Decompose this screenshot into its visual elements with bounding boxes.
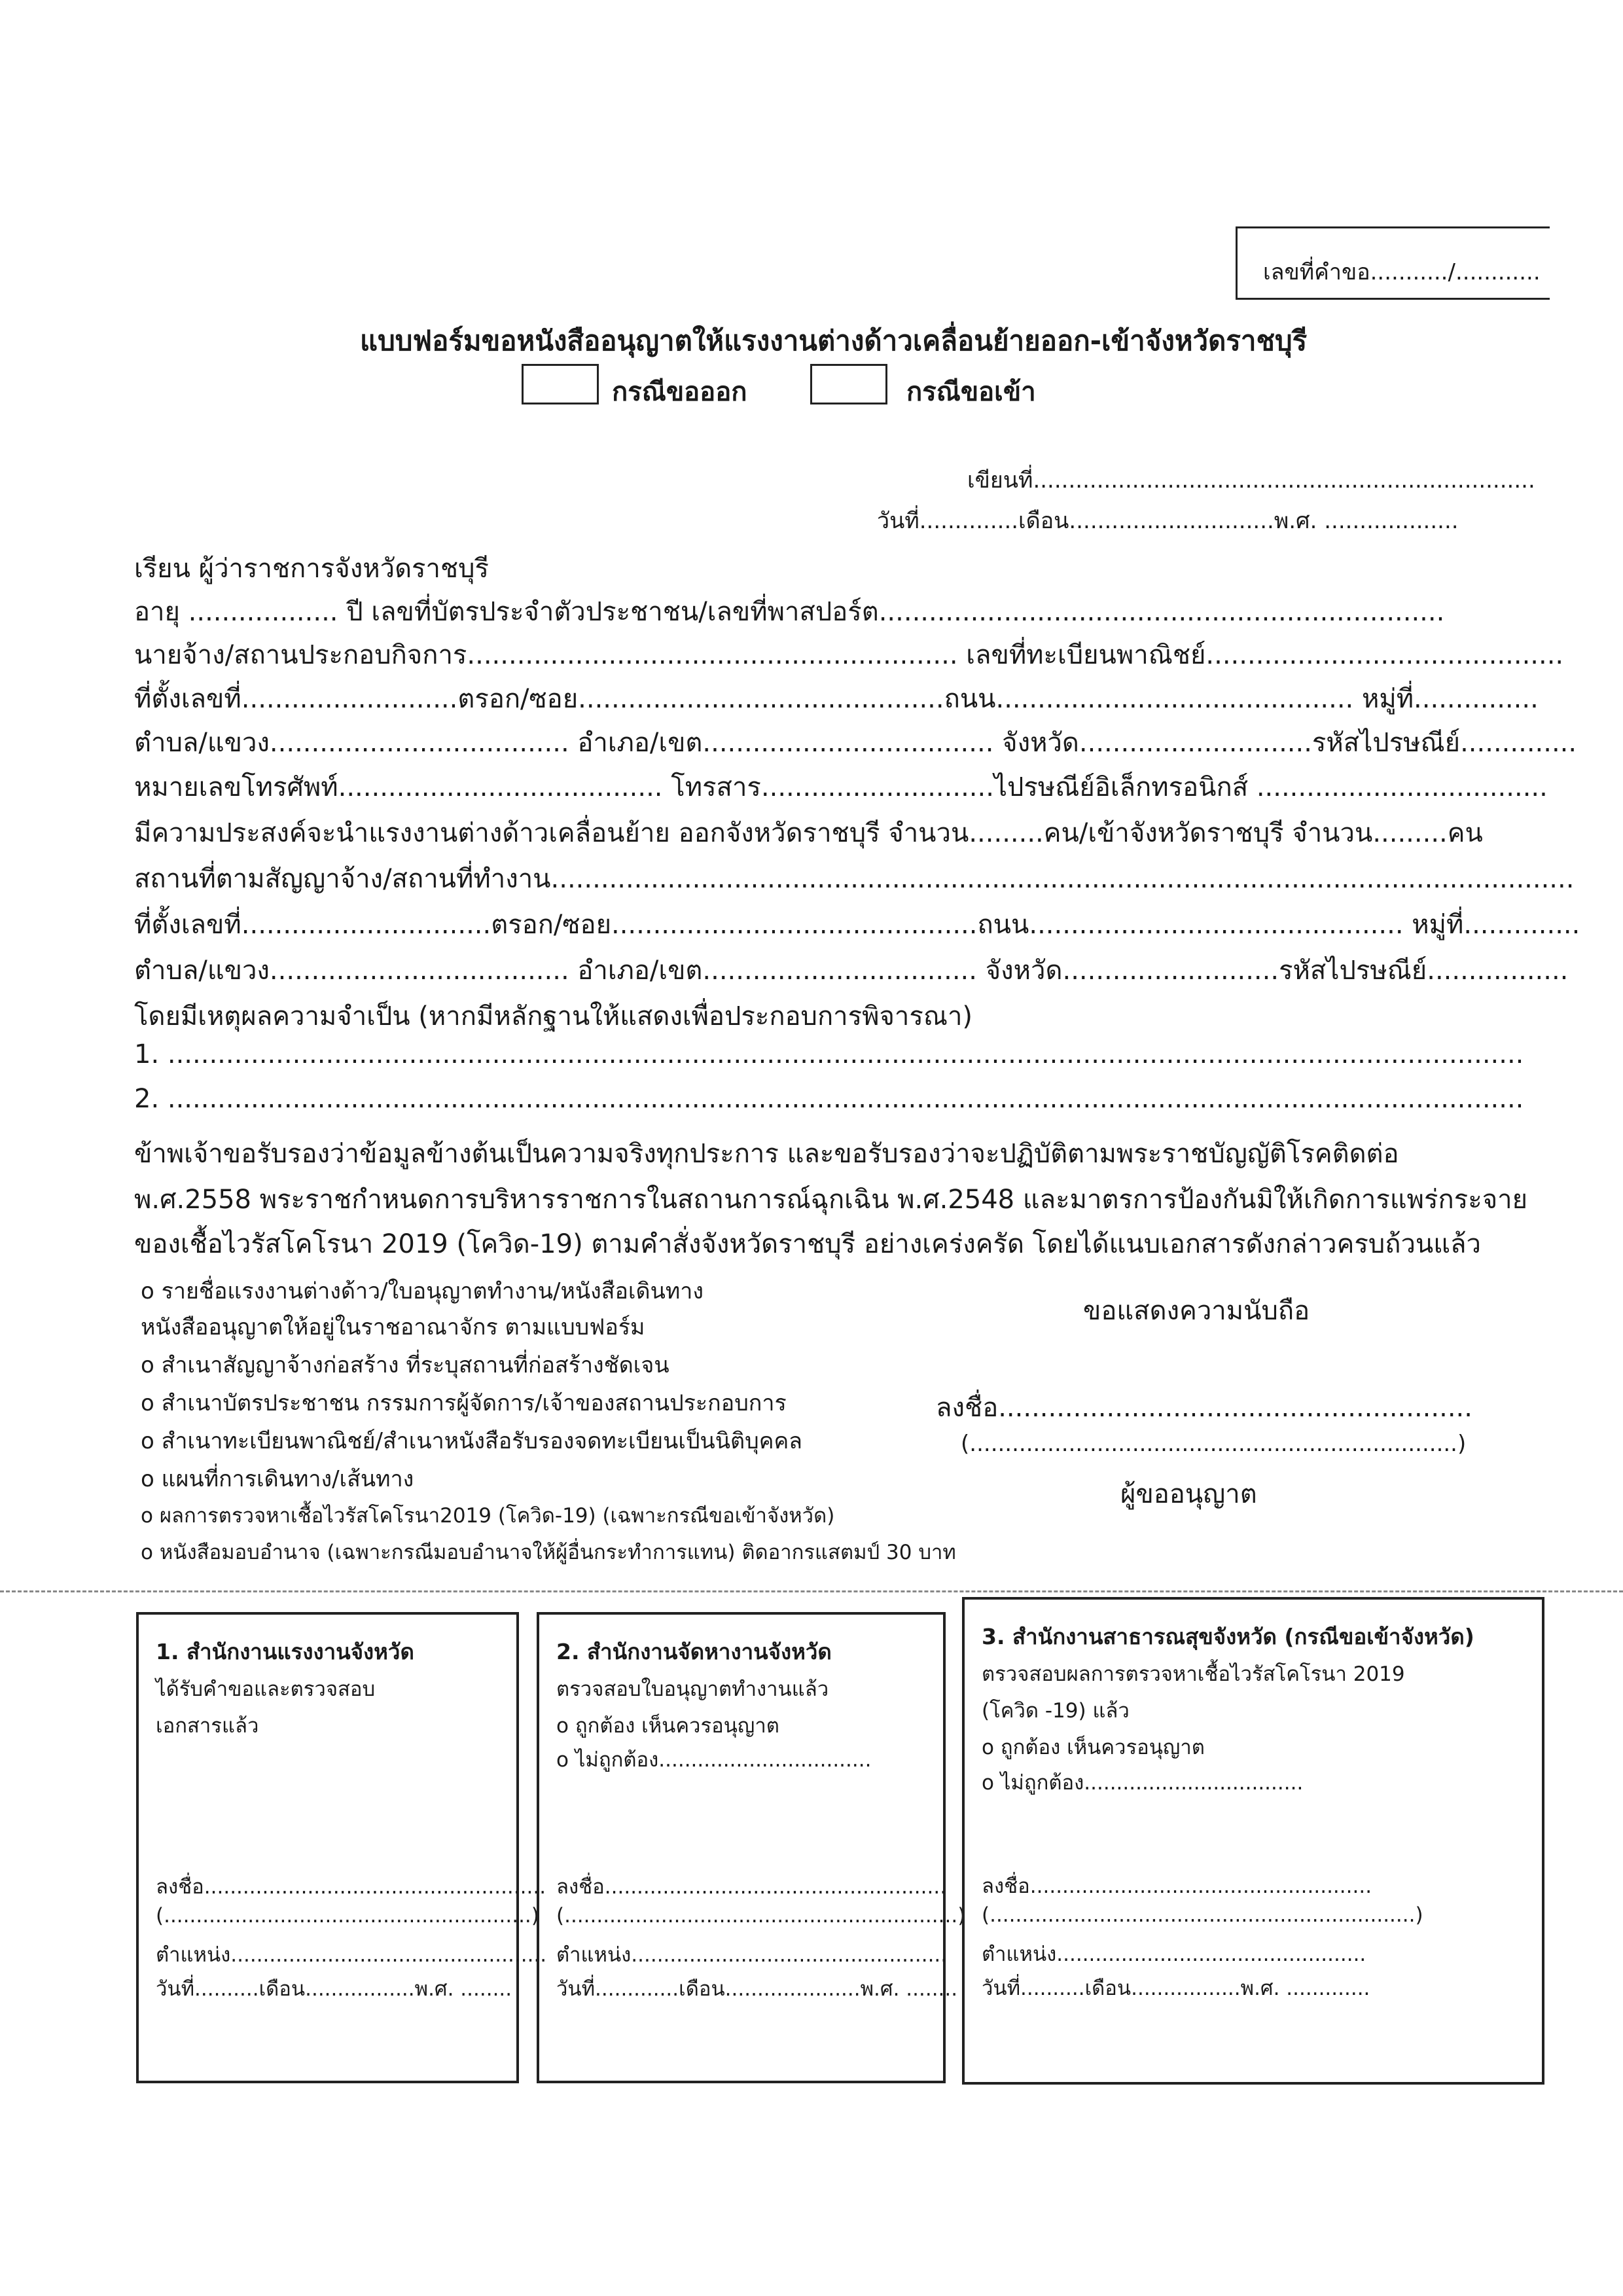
form-line-district[interactable]: ตำบล/แขวง.................................... อำเภอ/เขต................................... จังหวัด............................รหัสไปรษณีย์.............. [134, 728, 1577, 758]
attachment-id-card[interactable]: o สำเนาบัตรประชาชน กรรมการผู้จัดการ/เจ้าของสถานประกอบการ [141, 1390, 787, 1416]
panel3-line: (โควิด -19) แล้ว [982, 1699, 1130, 1723]
certify-line-3: ของเชื้อไวรัสโคโรนา 2019 (โควิด-19) ตามคำสั่งจังหวัดราชบุรี อย่างเคร่งครัด โดยได้แนบเอกสารดังกล่าวครบถ้วนแล้ว [134, 1229, 1482, 1259]
case-in-checkbox[interactable] [810, 364, 887, 404]
panel1-line: ได้รับคำขอและตรวจสอบ [156, 1677, 376, 1701]
form-line-address[interactable]: ที่ตั้งเลขที่..........................ตรอก/ซอย............................................ถนน........................................... หมู่ที่............... [134, 684, 1539, 714]
case-in-label: กรณีขอเข้า [906, 377, 1036, 407]
applicant-name[interactable]: (.....................................................................) [961, 1431, 1467, 1457]
form-title: แบบฟอร์มขอหนังสืออนุญาตให้แรงงานต่างด้าวเคลื่อนย้ายออก-เข้าจังหวัดราชบุรี [360, 325, 1308, 357]
panel2-date[interactable]: วันที่.............เดือน.....................พ.ศ. ........ [556, 1977, 958, 2001]
form-line-purpose[interactable]: มีความประสงค์จะนำแรงงานต่างด้าวเคลื่อนย้าย ออกจังหวัดราชบุรี จำนวน.........คน/เข้าจังหวัดราชบุรี จำนวน.........คน [134, 818, 1483, 848]
panel2-position[interactable]: ตำแหน่ง................................................. [556, 1943, 948, 1967]
panel2-signature[interactable]: ลงชื่อ..................................................... [556, 1875, 947, 1899]
panel3-reject-option[interactable]: o ไม่ถูกต้อง.................................. [982, 1771, 1304, 1795]
panel3-signature[interactable]: ลงชื่อ..................................................... [982, 1874, 1372, 1898]
form-line-reason-2[interactable]: 2. ................................................................................................................................................................... [134, 1084, 1524, 1114]
case-out-checkbox[interactable] [522, 364, 599, 404]
form-line-reason-1[interactable]: 1. ................................................................................................................................................................... [134, 1039, 1524, 1069]
panel2-title: 2. สำนักงานจัดหางานจังหวัด [556, 1639, 832, 1664]
applicant-role: ผู้ขออนุญาต [1120, 1479, 1257, 1509]
panel1-line: เอกสารแล้ว [156, 1714, 259, 1738]
attachment-registration[interactable]: o สำเนาทะเบียนพาณิชย์/สำเนาหนังสือรับรองจดทะเบียนเป็นนิติบุคคล [141, 1428, 803, 1454]
section-divider [0, 1590, 1623, 1592]
salutation: เรียน ผู้ว่าราชการจังหวัดราชบุรี [134, 554, 490, 584]
panel3-line: ตรวจสอบผลการตรวจหาเชื้อไวรัสโคโรนา 2019 [982, 1662, 1405, 1686]
form-line-reason-heading: โดยมีเหตุผลความจำเป็น (หากมีหลักฐานให้แสดงเพื่อประกอบการพิจารณา) [134, 1001, 973, 1031]
labour-office-panel [136, 1612, 547, 2083]
form-line-employer[interactable]: นายจ้าง/สถานประกอบกิจการ........................................................... เลขที่ทะเบียนพาณิชย์........................................... [134, 640, 1564, 670]
respect-text: ขอแสดงความนับถือ [1083, 1296, 1310, 1326]
employment-office-panel [537, 1612, 966, 2083]
form-line-workplace[interactable]: สถานที่ตามสัญญาจ้าง/สถานที่ทำงาน........................................................................................................................... [134, 864, 1575, 894]
panel3-position[interactable]: ตำแหน่ง................................................ [982, 1943, 1366, 1966]
case-out-label: กรณีขอออก [612, 377, 747, 407]
attachment-permit-text: หนังสืออนุญาตให้อยู่ในราชอาณาจักร ตามแบบฟอร์ม [141, 1314, 645, 1340]
certify-line-2: พ.ศ.2558 พระราชกำหนดการบริหารราชการในสถานการณ์ฉุกเฉิน พ.ศ.2548 และมาตรการป้องกันมิให้เกิดการแพร่กระจาย [134, 1185, 1528, 1215]
attachment-covid-test[interactable]: o ผลการตรวจหาเชื้อไวรัสโคโรนา2019 (โควิด-19) (เฉพาะกรณีขอเข้าจังหวัด) [141, 1504, 835, 1528]
form-line-contact[interactable]: หมายเลขโทรศัพท์....................................... โทรสาร............................ไปรษณีย์อิเล็กทรอนิกส์ ................................... [134, 772, 1548, 802]
panel2-line: ตรวจสอบใบอนุญาตทำงานแล้ว [556, 1677, 829, 1701]
panel2-approve-option[interactable]: o ถูกต้อง เห็นควรอนุญาต [556, 1714, 779, 1738]
panel1-title: 1. สำนักงานแรงงานจังหวัด [156, 1639, 414, 1664]
attachment-route-map[interactable]: o แผนที่การเดินทาง/เส้นทาง [141, 1466, 414, 1492]
form-line-age[interactable]: อายุ .................. ปี เลขที่บัตรประจำตัวประชาชน/เลขที่พาสปอร์ต.................................................................... [134, 597, 1445, 627]
panel1-position[interactable]: ตำแหน่ง................................................. [156, 1943, 547, 1967]
panel1-signature[interactable]: ลงชื่อ..................................................... [156, 1875, 546, 1899]
panel3-approve-option[interactable]: o ถูกต้อง เห็นควรอนุญาต [982, 1736, 1205, 1759]
panel2-reject-option[interactable]: o ไม่ถูกต้อง................................. [556, 1748, 872, 1772]
health-office-panel [962, 1597, 1544, 2085]
attachment-worker-list[interactable]: o รายชื่อแรงงานต่างด้าว/ใบอนุญาตทำงาน/หนังสือเดินทาง [141, 1278, 704, 1304]
form-line-work-district[interactable]: ตำบล/แขวง.................................... อำเภอ/เขต................................. จังหวัด..........................รหัสไปรษณีย์................. [134, 956, 1569, 986]
panel1-name[interactable]: (.........................................................) [156, 1904, 539, 1928]
panel2-name[interactable]: (.............................................................) [556, 1904, 966, 1928]
written-at-field[interactable]: เขียนที่....................................................................... [967, 467, 1535, 493]
attachment-contract[interactable]: o สำเนาสัญญาจ้างก่อสร้าง ที่ระบุสถานที่ก่อสร้างชัดเจน [141, 1352, 669, 1378]
panel1-date[interactable]: วันที่..........เดือน.................พ.ศ. ........ [156, 1977, 512, 2001]
form-line-work-address[interactable]: ที่ตั้งเลขที่..............................ตรอก/ซอย............................................ถนน............................................. หมู่ที่.............. [134, 910, 1580, 940]
request-number: เลขที่คำขอ.........../............ [1263, 259, 1541, 285]
date-field[interactable]: วันที่..............เดือน.............................พ.ศ. ................... [877, 508, 1459, 534]
certify-line-1: ข้าพเจ้าขอรับรองว่าข้อมูลข้างต้นเป็นความจริงทุกประการ และขอรับรองว่าจะปฏิบัติตามพระราชบัญญัติโรคติดต่อ [134, 1139, 1399, 1169]
panel3-name[interactable]: (..................................................................) [982, 1903, 1423, 1927]
applicant-signature[interactable]: ลงชื่อ......................................................... [936, 1393, 1472, 1423]
panel3-title: 3. สำนักงานสาธารณสุขจังหวัด (กรณีขอเข้าจังหวัด) [982, 1624, 1474, 1649]
panel3-date[interactable]: วันที่..........เดือน.................พ.ศ. ............. [982, 1977, 1370, 2000]
attachment-power-of-attorney[interactable]: o หนังสือมอบอำนาจ (เฉพาะกรณีมอบอำนาจให้ผู้อื่นกระทำการแทน) ติดอากรแสตมป์ 30 บาท [141, 1541, 956, 1564]
